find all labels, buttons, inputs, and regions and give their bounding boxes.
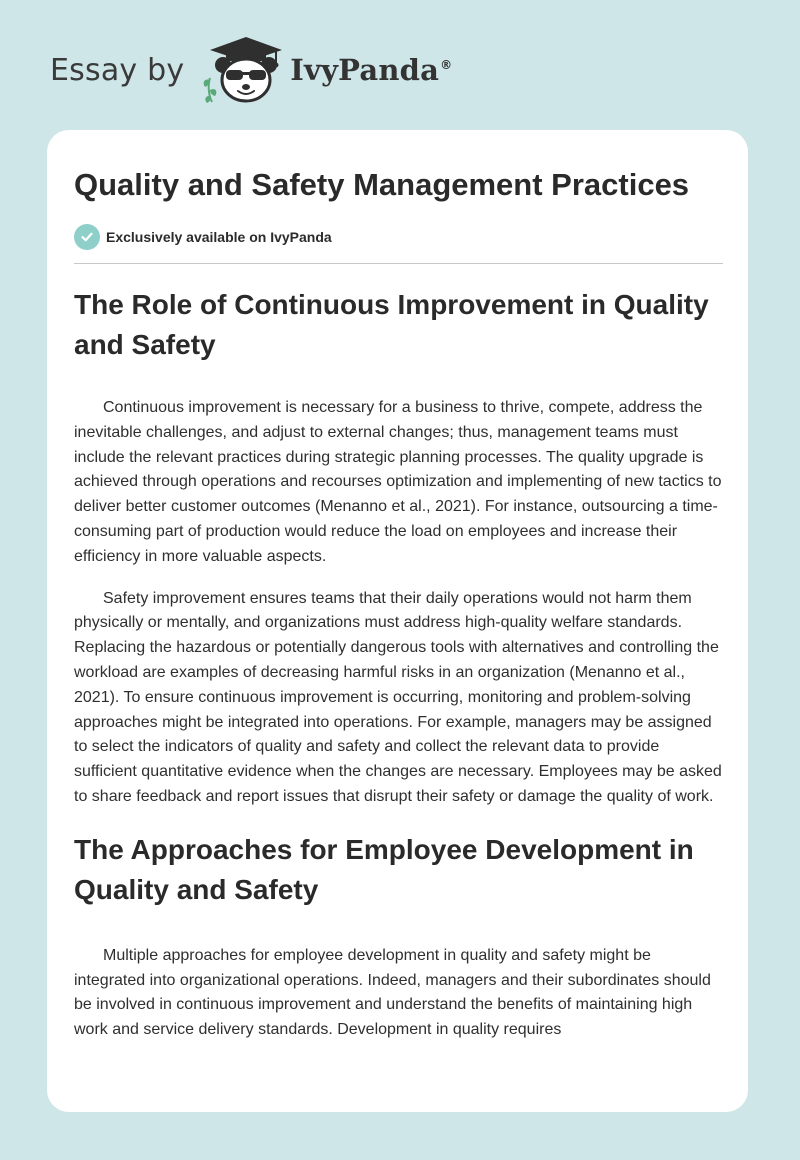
paragraph: Continuous improvement is necessary for a business to thrive, compete, address the inevitable challenges, and adjust to external changes; thus, management teams must include the relevant practices during strategic planning processes. The quality upgrade is achieved through operations and recourses optimization and implementing of new tactics to deliver better customer outcomes (Menanno et al., 2021). For instance, outsourcing a time-consuming part of production would reduce the load on employees and increase their efficiency in more valuable aspects.: [74, 399, 722, 565]
site-header: [50, 34, 452, 106]
essay-card: [47, 130, 748, 1112]
panda-logo-icon[interactable]: [196, 34, 288, 106]
paragraph: Safety improvement ensures teams that their daily operations would not harm them physically or mentally, and organizations must address high-quality welfare standards. Replacing the hazardous or potentially dangerous tools with alternatives and controlling the workload are examples of decreasing harmful risks in an organization (Menanno et al., 2021). To ensure continuous improvement is occurring, monitoring and problem-solving approaches might be integrated into operations. For example, managers may be assigned to select the indicators of quality and safety and collect the relevant data to provide sufficient quantitative evidence when the changes are necessary. Employees may be asked to share feedback and report issues that disrupt their safety or damage the quality of work.: [74, 589, 722, 805]
essay-by-label: Essay by: [50, 52, 185, 88]
page-title: Quality and Safety Management Practices: [74, 167, 690, 202]
registered-mark: ®: [440, 58, 453, 73]
section-heading-continuous-improvement: The Role of Continuous Improvement in Quality and Safety: [74, 289, 709, 360]
paragraph: Multiple approaches for employee development in quality and safety might be integrated into organizational operations. Indeed, managers and their subordinates should be involved in continuous improvement and understand the benefits of maintaining high work and service delivery standards. Development in quality requires: [74, 946, 711, 1039]
exclusive-label: Exclusively available on IvyPanda: [106, 229, 332, 245]
section-heading-employee-development: The Approaches for Employee Development in Quality and Safety: [74, 833, 694, 905]
title-divider: [74, 263, 723, 264]
exclusive-badge: [74, 223, 723, 251]
check-icon: [74, 224, 100, 250]
brand-name[interactable]: IvyPanda®: [290, 53, 453, 87]
